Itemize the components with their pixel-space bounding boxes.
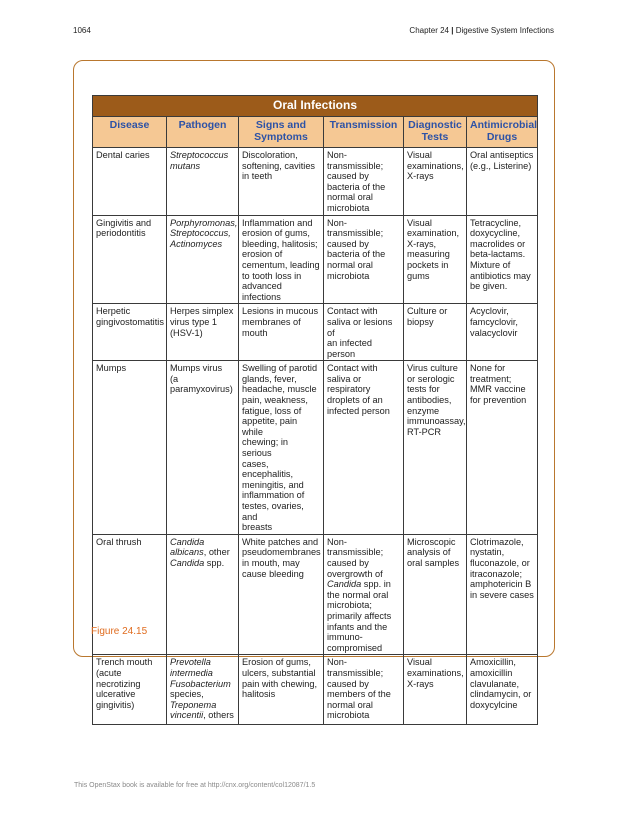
header-separator: |	[451, 26, 454, 35]
figure-caption: Figure 24.15	[91, 626, 148, 637]
cell-drugs: Amoxicillin, amoxicillin clavulanate, clindamycin, or doxycylcine	[467, 655, 538, 725]
cell-transmission: Contact with saliva or respiratory droplets of an infected person	[324, 361, 404, 535]
cell-tests: Virus culture or serologic tests for antibodies, enzyme immunoassay, RT-PCR	[404, 361, 467, 535]
column-header-transmission: Transmission	[324, 117, 404, 148]
cell-disease: Herpetic gingivostomatitis	[93, 304, 167, 361]
page-number: 1064	[73, 26, 91, 35]
column-header-disease: Disease	[93, 117, 167, 148]
cell-pathogen: Porphyromonas, Streptococcus, Actinomyces	[167, 215, 239, 304]
pathogen-genus: Candida	[170, 536, 205, 547]
cell-tests: Visual examination, X-rays, measuring pockets in gums	[404, 215, 467, 304]
oral-infections-table	[92, 95, 538, 725]
cell-transmission: Non-transmissible; caused by bacteria of the normal oral microbiota	[324, 148, 404, 216]
pathogen-species: albicans	[170, 547, 204, 558]
cell-transmission: Non-transmissible; caused by overgrowth of Candida spp. in the normal oral microbiota; primarily affects infants and the immuno- compromised	[324, 534, 404, 655]
cell-transmission: Non-transmissible; caused by bacteria of the normal oral microbiota	[324, 215, 404, 304]
cell-symptoms: Erosion of gums, ulcers, substantial pain with chewing, halitosis	[239, 655, 324, 725]
cell-transmission: Non-transmissible; caused by members of the normal oral microbiota	[324, 655, 404, 725]
cell-pathogen: Candida albicans, other Candida spp.	[167, 534, 239, 655]
cell-drugs: Oral antiseptics (e.g., Listerine)	[467, 148, 538, 216]
cell-tests: Microscopic analysis of oral samples	[404, 534, 467, 655]
page-footer: This OpenStax book is available for free at http://cnx.org/content/col12087/1.5	[74, 782, 316, 789]
cell-disease: Oral thrush	[93, 534, 167, 655]
cell-pathogen: Prevotella intermedia Fusobacterium species, Treponema vincentii, others	[167, 655, 239, 725]
cell-symptoms: Swelling of parotid glands, fever, headache, muscle pain, weakness, fatigue, loss of appetite, pain while chewing; in serious cases, encephalitis, meningitis, and inflammation of testes, ovaries, and breasts	[239, 361, 324, 535]
cell-disease: Gingivitis and periodontitis	[93, 215, 167, 304]
column-header-pathogen: Pathogen	[167, 117, 239, 148]
cell-disease: Dental caries	[93, 148, 167, 216]
table-row	[93, 215, 538, 304]
column-header-diagnostic-tests: Diagnostic Tests	[404, 117, 467, 148]
column-header-antimicrobial-drugs: Antimicrobial Drugs	[467, 117, 538, 148]
cell-pathogen: Mumps virus (a paramyxovirus)	[167, 361, 239, 535]
cell-pathogen: Streptococcus mutans	[167, 148, 239, 216]
cell-disease: Trench mouth (acute necrotizing ulcerative gingivitis)	[93, 655, 167, 725]
table-row	[93, 361, 538, 535]
cell-symptoms: Lesions in mucous membranes of mouth	[239, 304, 324, 361]
pathogen-genus-2: Candida	[170, 557, 205, 568]
cell-drugs: Tetracycline, doxycycline, macrolides or beta-lactams. Mixture of antibiotics may be given.	[467, 215, 538, 304]
cell-tests: Culture or biopsy	[404, 304, 467, 361]
cell-symptoms: Discoloration, softening, cavities in teeth	[239, 148, 324, 216]
cell-drugs: Acyclovir, famcyclovir, valacyclovir	[467, 304, 538, 361]
cell-disease: Mumps	[93, 361, 167, 535]
table-title: Oral Infections	[93, 96, 538, 117]
cell-drugs: None for treatment; MMR vaccine for prevention	[467, 361, 538, 535]
cell-symptoms: Inflammation and erosion of gums, bleeding, halitosis; erosion of cementum, leading to tooth loss in advanced infections	[239, 215, 324, 304]
cell-drugs: Clotrimazole, nystatin, fluconazole, or itraconazole; amphotericin B in severe cases	[467, 534, 538, 655]
candida-italic: Candida	[327, 579, 362, 590]
chapter-number: Chapter 24	[409, 26, 450, 35]
cell-pathogen: Herpes simplex virus type 1 (HSV-1)	[167, 304, 239, 361]
running-header	[409, 26, 554, 35]
cell-tests: Visual examinations, X-rays	[404, 655, 467, 725]
cell-transmission: Contact with saliva or lesions of an infected person	[324, 304, 404, 361]
column-header-signs-symptoms: Signs and Symptoms	[239, 117, 324, 148]
chapter-title: Digestive System Infections	[455, 26, 554, 35]
table-row	[93, 655, 538, 725]
cell-tests: Visual examinations, X-rays	[404, 148, 467, 216]
table-row	[93, 534, 538, 655]
table-row	[93, 148, 538, 216]
table-row	[93, 304, 538, 361]
cell-symptoms: White patches and pseudomembranes in mouth, may cause bleeding	[239, 534, 324, 655]
